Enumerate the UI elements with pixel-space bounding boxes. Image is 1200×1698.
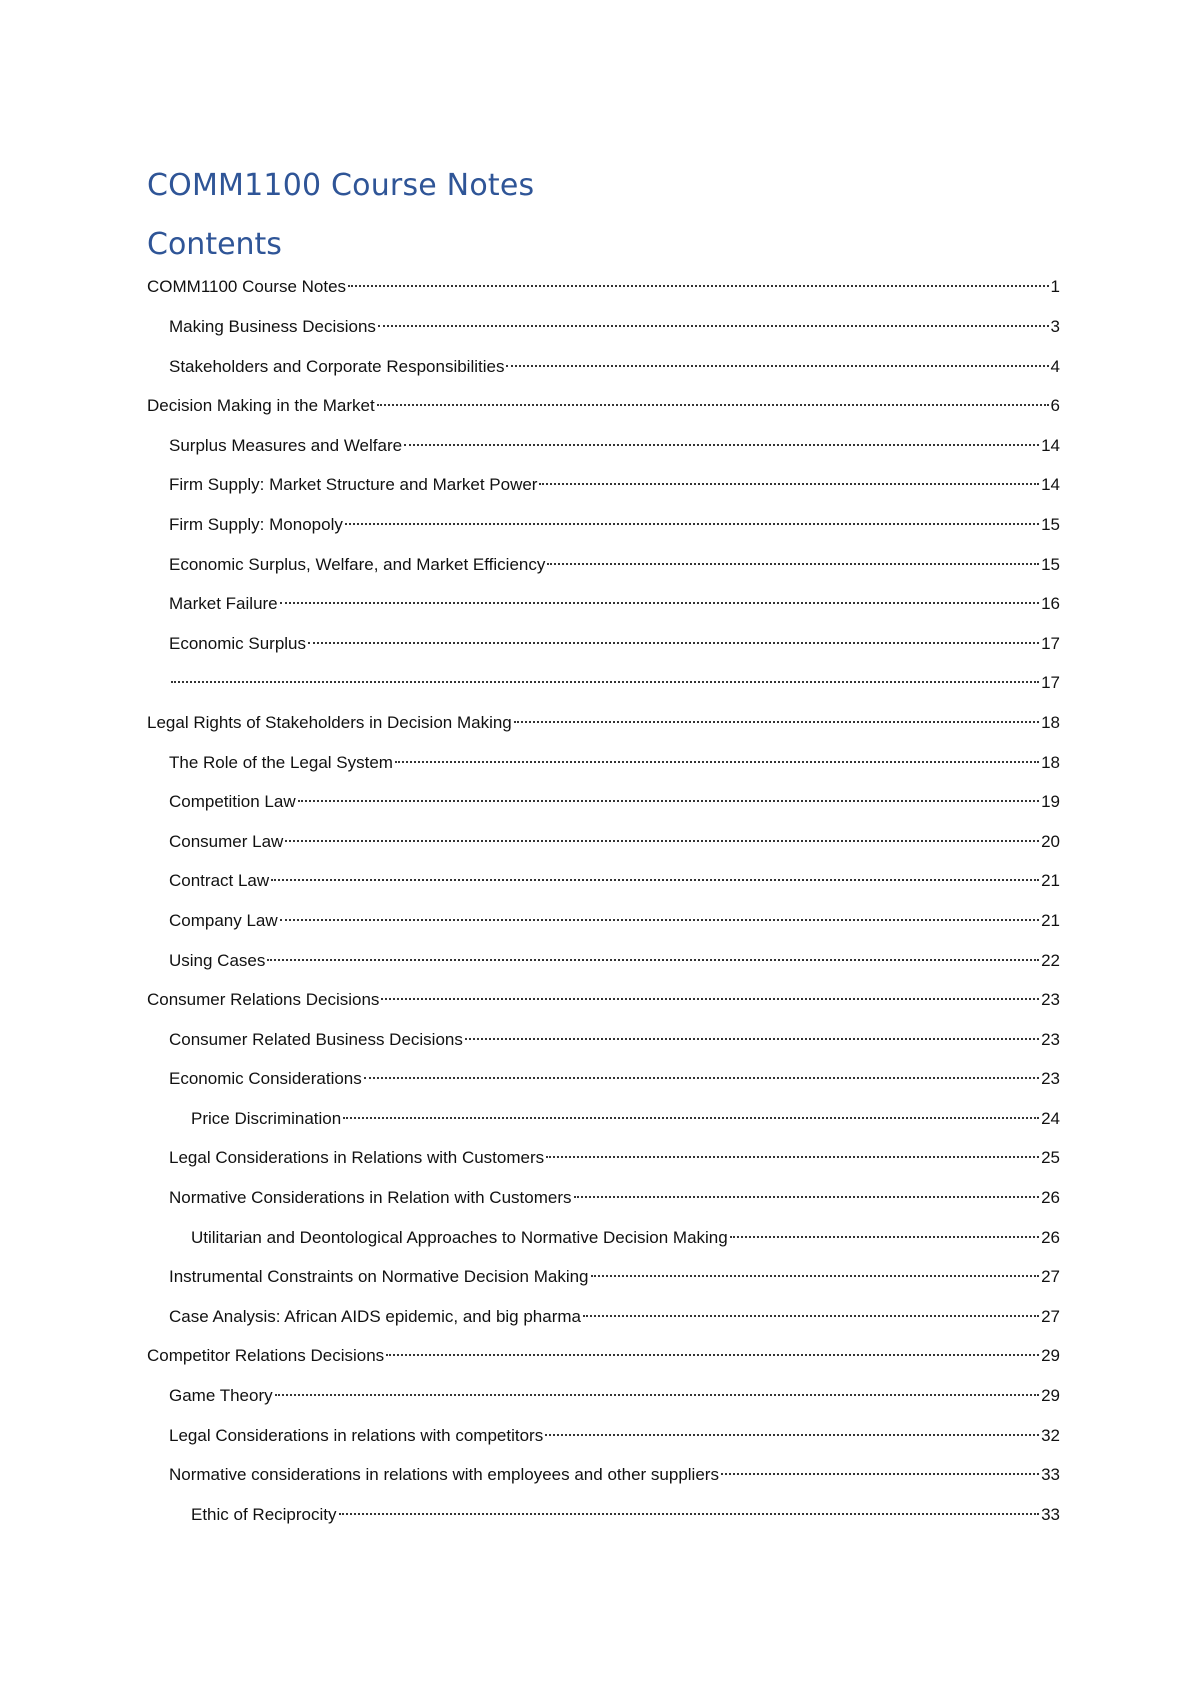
toc-entry-page-number: 21 <box>1041 871 1060 891</box>
toc-entry-title: Firm Supply: Monopoly <box>169 514 343 534</box>
toc-dot-leader <box>404 427 1039 451</box>
toc-entry[interactable] <box>147 902 1060 942</box>
toc-dot-leader <box>721 1456 1039 1480</box>
toc-dot-leader <box>298 783 1039 807</box>
toc-entry-page-number: 3 <box>1050 317 1060 336</box>
toc-entry-title: Utilitarian and Deontological Approaches to Normative Decision Making <box>191 1227 728 1247</box>
toc-entry-page-number: 21 <box>1041 910 1060 930</box>
toc-dot-leader <box>546 1139 1039 1163</box>
toc-entry-page-number: 26 <box>1041 1227 1060 1247</box>
toc-entry[interactable] <box>147 1139 1060 1179</box>
toc-entry[interactable] <box>147 585 1060 625</box>
toc-entry-title: Legal Considerations in Relations with Customers <box>169 1148 545 1168</box>
toc-entry-title: Making Business Decisions <box>169 317 376 336</box>
toc-dot-leader <box>730 1219 1039 1243</box>
toc-entry[interactable] <box>147 1496 1060 1536</box>
toc-entry-page-number: 17 <box>1041 673 1060 693</box>
toc-entry-title: Consumer Related Business Decisions <box>169 1029 463 1049</box>
toc-dot-leader <box>386 1337 1039 1361</box>
toc-dot-leader <box>583 1298 1039 1322</box>
toc-entry-title: Instrumental Constraints on Normative Decision Making <box>169 1267 589 1287</box>
toc-dot-leader <box>395 744 1039 768</box>
toc-dot-leader <box>547 546 1039 570</box>
toc-entry-page-number: 23 <box>1041 1069 1060 1089</box>
toc-entry-title: Market Failure <box>169 594 278 614</box>
toc-entry-page-number: 20 <box>1041 831 1060 851</box>
toc-entry[interactable] <box>147 1100 1060 1140</box>
toc-entry[interactable] <box>147 981 1060 1021</box>
toc-dot-leader <box>343 1100 1039 1124</box>
toc-entry-title: Game Theory <box>169 1386 273 1406</box>
toc-dot-leader <box>348 268 1048 292</box>
toc-dot-leader <box>506 348 1048 372</box>
toc-entry-title: COMM1100 Course Notes <box>147 277 347 296</box>
toc-entry-page-number: 14 <box>1041 475 1060 495</box>
toc-dot-leader <box>280 585 1039 609</box>
toc-entry[interactable] <box>147 1219 1060 1259</box>
toc-entry-title: Economic Surplus <box>169 633 307 653</box>
toc-entry-page-number: 4 <box>1050 356 1060 376</box>
toc-entry-page-number: 18 <box>1041 752 1060 772</box>
toc-dot-leader <box>285 823 1039 847</box>
toc-entry-page-number: 33 <box>1041 1465 1060 1485</box>
toc-entry[interactable] <box>147 1021 1060 1061</box>
toc-entry[interactable] <box>147 546 1060 586</box>
toc-dot-leader <box>591 1258 1040 1282</box>
toc-dot-leader <box>275 1377 1039 1401</box>
toc-entry-page-number: 16 <box>1041 594 1060 614</box>
toc-entry-page-number: 23 <box>1041 990 1060 1010</box>
toc-dot-leader <box>545 1417 1039 1441</box>
toc-entry[interactable] <box>147 664 1060 704</box>
toc-entry-title: Competitor Relations Decisions <box>147 1346 385 1366</box>
toc-entry-page-number: 26 <box>1041 1188 1060 1208</box>
toc-entry-page-number: 14 <box>1041 435 1060 455</box>
toc-entry-title: Legal Rights of Stakeholders in Decision Making <box>147 712 512 732</box>
toc-entry-title: The Role of the Legal System <box>169 752 393 772</box>
toc-entry[interactable] <box>147 704 1060 744</box>
toc-dot-leader <box>378 308 1049 332</box>
toc-entry-title: Decision Making in the Market <box>147 396 375 416</box>
toc-dot-leader <box>171 664 1039 688</box>
toc-entry[interactable] <box>147 308 1060 348</box>
document-title: COMM1100 Course Notes <box>147 168 535 203</box>
toc-dot-leader <box>308 625 1039 649</box>
toc-dot-leader <box>514 704 1039 728</box>
toc-dot-leader <box>364 1060 1039 1084</box>
toc-entry-page-number: 24 <box>1041 1108 1060 1128</box>
toc-entry-title: Economic Surplus, Welfare, and Market Efficiency <box>169 554 546 574</box>
toc-entry-page-number: 25 <box>1041 1148 1060 1168</box>
toc-entry-title: Consumer Law <box>169 831 284 851</box>
toc-entry[interactable] <box>147 1298 1060 1338</box>
toc-entry-page-number: 29 <box>1041 1346 1060 1366</box>
toc-heading: Contents <box>147 227 282 262</box>
toc-dot-leader <box>267 942 1039 966</box>
toc-entry-title: Case Analysis: African AIDS epidemic, and big pharma <box>169 1306 581 1326</box>
toc-entry-page-number: 27 <box>1041 1306 1060 1326</box>
toc-entry[interactable] <box>147 427 1060 467</box>
toc-entry-page-number: 1 <box>1050 277 1060 296</box>
toc-dot-leader <box>345 506 1039 530</box>
toc-entry-page-number: 15 <box>1041 554 1060 574</box>
toc-dot-leader <box>377 387 1049 411</box>
toc-entry-page-number: 27 <box>1041 1267 1060 1287</box>
toc-entry-title: Stakeholders and Corporate Responsibilities <box>169 356 505 376</box>
toc-entry[interactable] <box>147 942 1060 982</box>
toc-entry-title: Ethic of Reciprocity <box>191 1504 337 1524</box>
toc-entry-title: Price Discrimination <box>191 1108 342 1128</box>
toc-dot-leader <box>539 466 1039 490</box>
toc-entry[interactable] <box>147 1060 1060 1100</box>
toc-entry-page-number: 6 <box>1050 396 1060 416</box>
toc-entry-title: Economic Considerations <box>169 1069 362 1089</box>
toc-entry-title: Competition Law <box>169 792 296 812</box>
toc-entry[interactable] <box>147 387 1060 427</box>
toc-entry[interactable] <box>147 625 1060 665</box>
toc-dot-leader <box>574 1179 1040 1203</box>
toc-entry[interactable] <box>147 1377 1060 1417</box>
toc-entry-title: Company Law <box>169 910 278 930</box>
toc-entry[interactable] <box>147 268 1060 308</box>
toc-entry-page-number: 32 <box>1041 1425 1060 1445</box>
toc-entry-title: Consumer Relations Decisions <box>147 990 380 1010</box>
toc-entry[interactable] <box>147 506 1060 546</box>
toc-entry-title: Normative considerations in relations with employees and other suppliers <box>169 1465 719 1485</box>
toc-entry-title: Firm Supply: Market Structure and Market Power <box>169 475 538 495</box>
toc-entry[interactable] <box>147 348 1060 388</box>
table-of-contents <box>147 268 1060 1535</box>
toc-entry[interactable] <box>147 1337 1060 1377</box>
toc-entry-page-number: 19 <box>1041 792 1060 812</box>
toc-entry-page-number: 33 <box>1041 1504 1060 1524</box>
toc-dot-leader <box>271 862 1039 886</box>
toc-entry-title: Contract Law <box>169 871 270 891</box>
toc-entry[interactable] <box>147 823 1060 863</box>
toc-entry-title: Legal Considerations in relations with competitors <box>169 1425 544 1445</box>
toc-entry[interactable] <box>147 783 1060 823</box>
toc-entry-page-number: 18 <box>1041 712 1060 732</box>
toc-dot-leader <box>381 981 1039 1005</box>
toc-entry-page-number: 29 <box>1041 1386 1060 1406</box>
toc-entry[interactable] <box>147 1417 1060 1457</box>
toc-entry-page-number: 17 <box>1041 633 1060 653</box>
toc-entry[interactable] <box>147 862 1060 902</box>
toc-entry-title: Normative Considerations in Relation with Customers <box>169 1188 572 1208</box>
toc-dot-leader <box>465 1021 1039 1045</box>
toc-entry[interactable] <box>147 466 1060 506</box>
toc-entry-title: Surplus Measures and Welfare <box>169 435 403 455</box>
toc-dot-leader <box>280 902 1039 926</box>
toc-entry[interactable] <box>147 744 1060 784</box>
toc-entry-page-number: 23 <box>1041 1029 1060 1049</box>
toc-entry[interactable] <box>147 1258 1060 1298</box>
toc-entry-page-number: 15 <box>1041 514 1060 534</box>
toc-entry-page-number: 22 <box>1041 950 1060 970</box>
toc-entry-title: Using Cases <box>169 950 266 970</box>
toc-entry[interactable] <box>147 1456 1060 1496</box>
toc-dot-leader <box>339 1496 1040 1520</box>
toc-entry[interactable] <box>147 1179 1060 1219</box>
